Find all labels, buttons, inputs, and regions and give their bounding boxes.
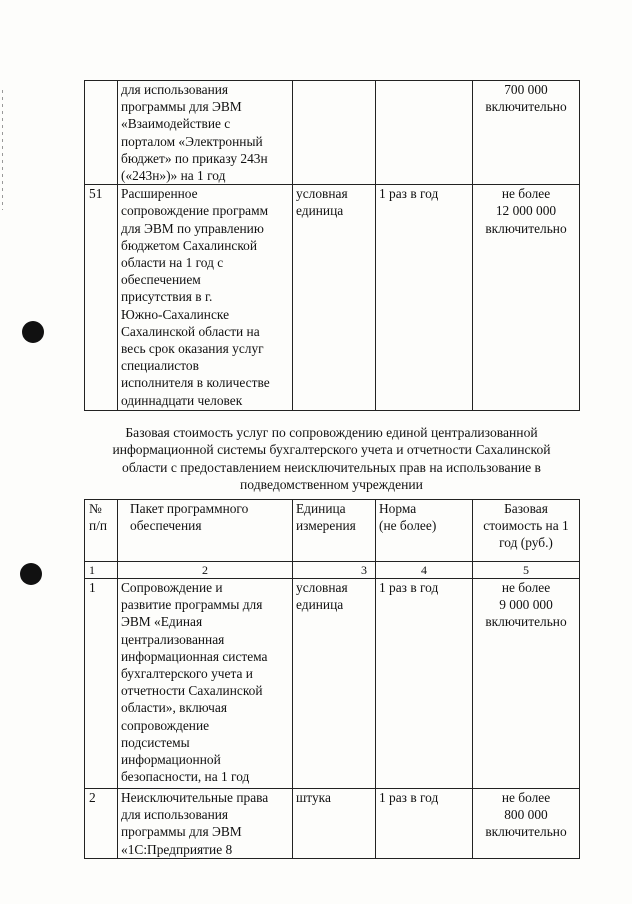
- pricing-table: [84, 499, 580, 859]
- column-index: 4: [376, 562, 473, 579]
- section-caption: Базовая стоимость услуг по сопровождению единой централизованной информационной системы бухгалтерского учета и отчетности Сахалинской области с предоставлением неисключительных прав на использование в подведомственном учреждении: [112, 425, 551, 493]
- table-body: [85, 81, 580, 411]
- column-index-row: [85, 562, 580, 579]
- norm-cell: [376, 81, 473, 185]
- table-body: [85, 500, 580, 859]
- package-name: Сопровождение и развитие программы для ЭВМ «Единая централизованная информационная система бухгалтерского учета и отчетности Сахалинской области», включая сопровождение подсистемы информационной безопасности, на 1 год: [118, 579, 293, 789]
- unit-cell: условная единица: [293, 185, 376, 411]
- unit-cell: штука: [293, 789, 376, 859]
- norm-cell: 1 раз в год: [376, 185, 473, 411]
- cost-cell: не более 9 000 000 включительно: [473, 579, 580, 789]
- package-name: для использования программы для ЭВМ «Взаимодействие с порталом «Электронный бюджет» по приказу 243н («243н»)» на 1 год: [118, 81, 293, 185]
- cost-cell: 700 000 включительно: [473, 81, 580, 185]
- cost-cell: не более 800 000 включительно: [473, 789, 580, 859]
- pricing-table-continued: [84, 80, 580, 411]
- column-index: 3: [293, 562, 376, 579]
- table-row: [85, 789, 580, 859]
- scan-margin-mark: [2, 90, 3, 210]
- table-row: [85, 81, 580, 185]
- table-header-row: [85, 500, 580, 562]
- header-norm: Норма (не более): [376, 500, 473, 562]
- norm-cell: 1 раз в год: [376, 789, 473, 859]
- norm-cell: 1 раз в год: [376, 579, 473, 789]
- header-package: Пакет программного обеспечения: [118, 500, 293, 562]
- table-row: [85, 579, 580, 789]
- row-number: 51: [85, 185, 118, 411]
- table-row: [85, 185, 580, 411]
- header-cost: Базовая стоимость на 1 год (руб.): [473, 500, 580, 562]
- row-number: 1: [85, 579, 118, 789]
- row-number: 2: [85, 789, 118, 859]
- package-name: Расширенное сопровождение программ для ЭВМ по управлению бюджетом Сахалинской области на 1 год с обеспечением присутствия в г. Южно-Сахалинске Сахалинской области на весь срок оказания услуг специалистов исполнителя в количестве одиннадцати человек: [118, 185, 293, 411]
- package-name: Неисключительные права для использования программы для ЭВМ «1С:Предприятие 8: [118, 789, 293, 859]
- row-number: [85, 81, 118, 185]
- column-index: 5: [473, 562, 580, 579]
- punch-hole-bottom: [20, 563, 42, 585]
- header-unit: Единица измерения: [293, 500, 376, 562]
- unit-cell: [293, 81, 376, 185]
- column-index: 2: [118, 562, 293, 579]
- column-index: 1: [85, 562, 118, 579]
- unit-cell: условная единица: [293, 579, 376, 789]
- cost-cell: не более 12 000 000 включительно: [473, 185, 580, 411]
- punch-hole-top: [22, 321, 44, 343]
- header-number: № п/п: [85, 500, 118, 562]
